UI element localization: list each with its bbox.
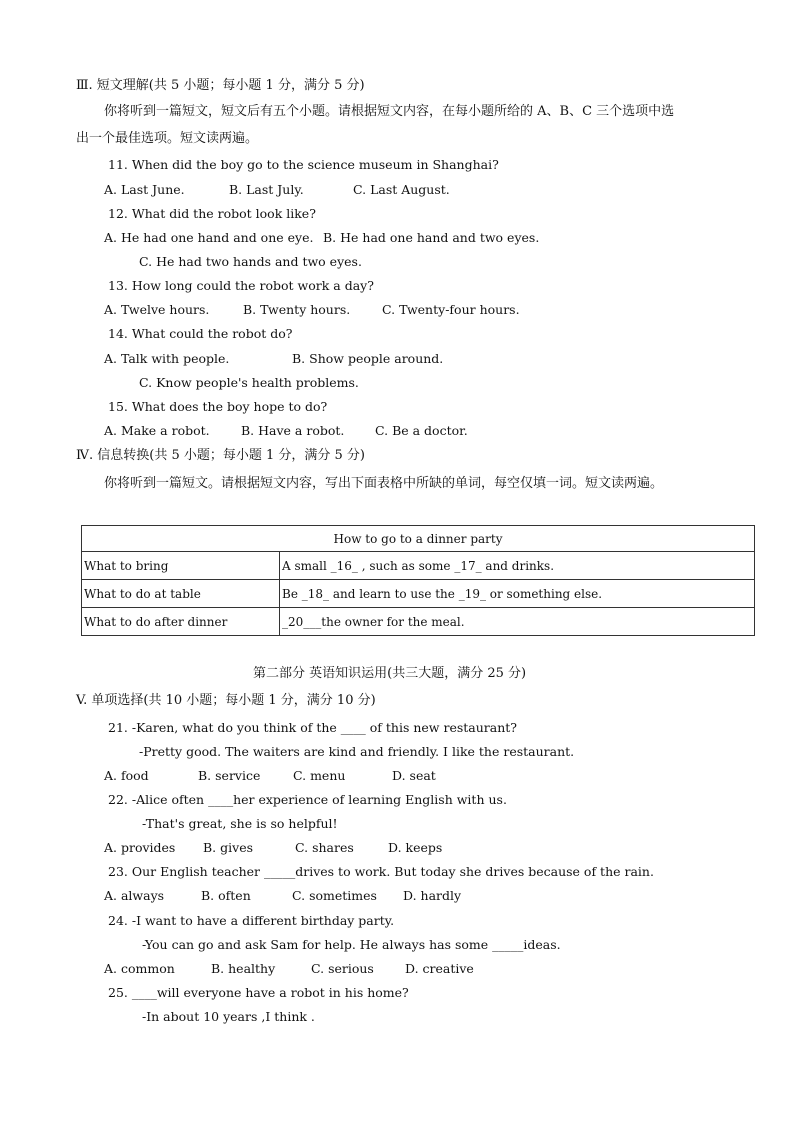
question-13-option-c: C. Twenty-four hours.: [382, 302, 520, 317]
section-4-instruction: 你将听到一篇短文。请根据短文内容，写出下面表格中所缺的单词，每空仅填一词。短文读两遍。: [104, 476, 664, 491]
question-12-stem: 12. What did the robot look like?: [108, 206, 316, 221]
question-22-option-a: A. provides: [104, 840, 176, 855]
question-25-stem: 25. ____will everyone have a robot in his home?: [108, 985, 409, 1000]
question-22-reply: -That's great, she is so helpful!: [142, 816, 338, 831]
question-14-stem: 14. What could the robot do?: [108, 326, 293, 341]
question-24-reply: -You can go and ask Sam for help. He always has some _____ideas.: [142, 937, 561, 952]
question-22-stem: 22. -Alice often ____her experience of learning English with us.: [108, 792, 507, 807]
question-11-option-c: C. Last August.: [353, 182, 450, 197]
question-15-option-c: C. Be a doctor.: [375, 423, 468, 438]
question-12-option-c: C. He had two hands and two eyes.: [139, 254, 362, 269]
question-21-option-c: C. menu: [293, 768, 346, 783]
question-14-option-b: B. Show people around.: [292, 351, 444, 366]
section-4-heading: Ⅳ. 信息转换(共 5 小题；每小题 1 分，满分 5 分): [76, 448, 366, 463]
question-23-option-c: C. sometimes: [292, 888, 377, 903]
question-23-option-d: D. hardly: [403, 888, 462, 903]
question-13-stem: 13. How long could the robot work a day?: [108, 278, 374, 293]
question-21-option-b: B. service: [198, 768, 261, 783]
question-23-option-b: B. often: [201, 888, 251, 903]
question-24-option-b: B. healthy: [211, 961, 276, 976]
info-table: [81, 525, 755, 636]
table-row: [82, 552, 755, 580]
table-row: [82, 608, 755, 636]
question-21-stem: 21. -Karen, what do you think of the ____ of this new restaurant?: [108, 720, 517, 735]
section-3-instruction: 你将听到一篇短文，短文后有五个小题。请根据短文内容，在每小题所给的 A、B、C 三个选项中选: [104, 104, 675, 119]
question-11-stem: 11. When did the boy go to the science museum in Shanghai?: [108, 157, 499, 172]
table-row: [82, 580, 755, 608]
question-12-option-b: B. He had one hand and two eyes.: [323, 230, 540, 245]
question-11-option-b: B. Last July.: [229, 182, 304, 197]
question-14-option-a: A. Talk with people.: [104, 351, 230, 366]
question-22-option-d: D. keeps: [388, 840, 443, 855]
question-14-option-c: C. Know people's health problems.: [139, 375, 359, 390]
question-15-option-b: B. Have a robot.: [241, 423, 345, 438]
table-row-content: A small _16_ , such as some _17_ and drinks.: [280, 552, 755, 580]
table-title: How to go to a dinner party: [82, 526, 755, 552]
table-header-row: [82, 526, 755, 552]
question-23-stem: 23. Our English teacher _____drives to work. But today she drives because of the rain.: [108, 864, 654, 879]
question-22-option-c: C. shares: [295, 840, 354, 855]
table-row-content: Be _18_ and learn to use the _19_ or something else.: [280, 580, 755, 608]
question-21-option-a: A. food: [104, 768, 149, 783]
section-5-heading: V. 单项选择(共 10 小题；每小题 1 分，满分 10 分): [76, 693, 376, 708]
section-2-title: 第二部分 英语知识运用(共三大题，满分 25 分): [253, 666, 527, 681]
section-3-instruction-cont: 出一个最佳选项。短文读两遍。: [76, 131, 259, 146]
question-24-stem: 24. -I want to have a different birthday party.: [108, 913, 395, 928]
question-23-option-a: A. always: [104, 888, 165, 903]
table-row-label: What to do after dinner: [82, 608, 280, 636]
question-21-reply: -Pretty good. The waiters are kind and friendly. I like the restaurant.: [139, 744, 575, 759]
table-row-content: _20___the owner for the meal.: [280, 608, 755, 636]
question-11-option-a: A. Last June.: [104, 182, 185, 197]
question-24-option-d: D. creative: [405, 961, 474, 976]
question-13-option-a: A. Twelve hours.: [104, 302, 210, 317]
table-row-label: What to do at table: [82, 580, 280, 608]
question-24-option-c: C. serious: [311, 961, 374, 976]
question-15-option-a: A. Make a robot.: [104, 423, 210, 438]
question-13-option-b: B. Twenty hours.: [243, 302, 351, 317]
table-row-label: What to bring: [82, 552, 280, 580]
question-24-option-a: A. common: [104, 961, 175, 976]
question-21-option-d: D. seat: [392, 768, 436, 783]
section-3-heading: Ⅲ. 短文理解(共 5 小题；每小题 1 分，满分 5 分): [76, 78, 365, 93]
question-25-reply: -In about 10 years ,I think .: [142, 1009, 315, 1024]
question-12-option-a: A. He had one hand and one eye.: [104, 230, 314, 245]
question-22-option-b: B. gives: [203, 840, 254, 855]
question-15-stem: 15. What does the boy hope to do?: [108, 399, 328, 414]
